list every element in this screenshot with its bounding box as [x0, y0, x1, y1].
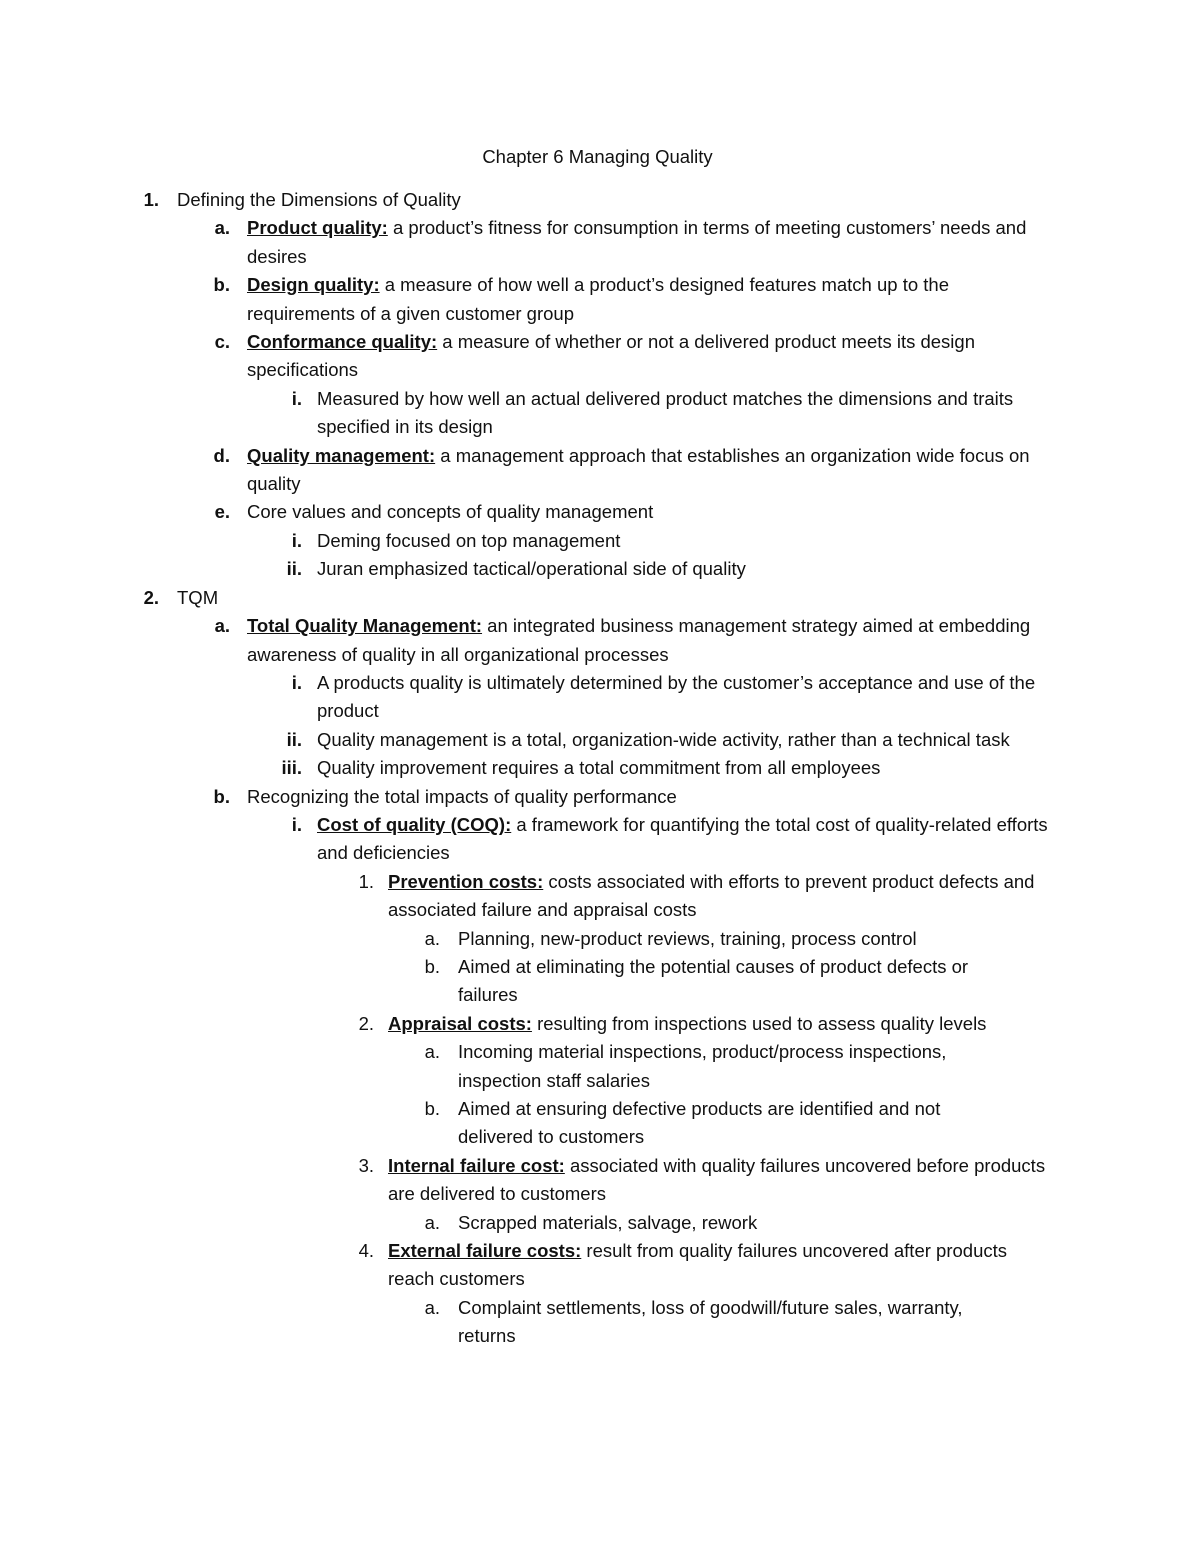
outline-item — [0, 1010, 1050, 1038]
outline-item — [0, 783, 1057, 811]
list-marker: ii. — [286, 558, 302, 580]
defined-term: Appraisal costs: — [388, 1012, 532, 1034]
item-text: Aimed at ensuring defective products are identified and not delivered to customers — [458, 1098, 941, 1148]
outline-item — [0, 442, 1057, 499]
item-text: Scrapped materials, salvage, rework — [458, 1211, 758, 1233]
item-text: Incoming material inspections, product/process inspections, inspection staff salaries — [458, 1041, 947, 1091]
list-marker: 3. — [358, 1154, 374, 1176]
list-marker: c. — [214, 331, 230, 353]
item-text: Defining the Dimensions of Quality — [177, 189, 461, 210]
list-marker: 4. — [358, 1240, 374, 1262]
list-marker: e. — [214, 501, 230, 523]
defined-term: External failure costs: — [388, 1240, 582, 1262]
page-title: Chapter 6 Managing Quality — [482, 146, 713, 167]
outline-list — [0, 186, 1200, 1351]
list-marker: a. — [424, 1211, 440, 1233]
item-text: Complaint settlements, loss of goodwill/future sales, warranty, returns — [458, 1296, 963, 1347]
outline-item — [0, 868, 1050, 925]
item-text: a management approach that establishes an organization wide focus on quality — [247, 444, 1030, 495]
item-text: a measure of how well a product’s designed features match up to the requirements of a given customer group — [247, 274, 949, 324]
outline-item — [0, 555, 1059, 583]
defined-term: Product quality: — [247, 217, 388, 239]
list-marker: 2. — [358, 1012, 374, 1034]
list-marker: b. — [213, 785, 230, 807]
item-text: resulting from inspections used to assess quality levels — [531, 1012, 987, 1034]
item-text: Aimed at eliminating the potential causes of product defects or failures — [458, 955, 969, 1006]
outline-item — [0, 669, 1059, 726]
list-marker: 1. — [358, 870, 374, 892]
outline-item — [0, 214, 1057, 271]
outline-item — [0, 1294, 1018, 1351]
outline-item — [0, 612, 1057, 669]
outline-item — [0, 186, 1057, 214]
defined-term: Cost of quality (COQ): — [317, 813, 512, 835]
defined-term: Quality management: — [247, 444, 436, 466]
item-text: Core values and concepts of quality management — [247, 501, 654, 523]
item-text: associated with quality failures uncovered before products are delivered to customers — [388, 1154, 1046, 1205]
list-marker: i. — [291, 671, 302, 693]
defined-term: Conformance quality: — [247, 331, 438, 353]
list-marker: b. — [424, 955, 440, 977]
outline-item — [0, 584, 1057, 612]
outline-item — [0, 385, 1059, 442]
outline-item — [0, 754, 1059, 782]
item-text: result from quality failures uncovered after products reach customers — [388, 1240, 1007, 1290]
outline-item — [0, 271, 1057, 328]
outline-item — [0, 527, 1059, 555]
list-marker: i. — [291, 387, 302, 409]
list-marker: d. — [213, 444, 230, 466]
item-text: costs associated with efforts to prevent product defects and associated failure and appraisal costs — [388, 870, 1035, 921]
outline-item — [0, 1038, 1018, 1095]
outline-item — [0, 925, 1018, 953]
outline-item — [0, 1209, 1018, 1237]
list-marker: i. — [291, 813, 302, 835]
list-marker: a. — [424, 1041, 440, 1063]
item-text: Juran emphasized tactical/operational side of quality — [317, 558, 746, 580]
item-text: an integrated business management strategy aimed at embedding awareness of quality in all organizational processes — [247, 615, 1031, 665]
outline-item — [0, 328, 1057, 385]
outline-item — [0, 1152, 1050, 1209]
list-marker: a. — [424, 1296, 440, 1318]
outline-item — [0, 811, 1059, 868]
outline-item — [0, 726, 1059, 754]
defined-term: Prevention costs: — [388, 870, 544, 892]
outline-item — [0, 498, 1057, 526]
outline-item — [0, 1237, 1050, 1294]
list-marker: a. — [214, 217, 230, 239]
list-marker: 1. — [143, 189, 159, 210]
item-text: a framework for quantifying the total cost of quality-related efforts and deficiencies — [317, 813, 1048, 864]
list-marker: b. — [213, 274, 230, 296]
list-marker: i. — [291, 529, 302, 551]
outline-item — [0, 953, 1018, 1010]
defined-term: Internal failure cost: — [388, 1154, 565, 1176]
item-text: Quality improvement requires a total commitment from all employees — [317, 757, 881, 779]
list-marker: b. — [424, 1098, 440, 1119]
item-text: a product’s fitness for consumption in terms of meeting customers’ needs and desires — [247, 217, 1027, 267]
defined-term: Design quality: — [247, 274, 380, 296]
item-text: Planning, new-product reviews, training, process control — [458, 927, 917, 949]
defined-term: Total Quality Management: — [247, 615, 483, 637]
item-text: Recognizing the total impacts of quality performance — [247, 785, 677, 807]
item-text: A products quality is ultimately determined by the customer’s acceptance and use of the product — [317, 671, 1036, 722]
list-marker: a. — [424, 927, 440, 949]
item-text: Quality management is a total, organization-wide activity, rather than a technical task — [317, 728, 1010, 750]
item-text: a measure of whether or not a delivered product meets its design specifications — [247, 331, 975, 381]
list-marker: 2. — [143, 586, 159, 608]
list-marker: ii. — [286, 728, 302, 750]
item-text: Measured by how well an actual delivered product matches the dimensions and traits specified in its design — [317, 387, 1014, 438]
list-marker: a. — [214, 615, 230, 637]
outline-item — [0, 1095, 1018, 1152]
item-text: TQM — [177, 586, 219, 608]
item-text: Deming focused on top management — [317, 529, 621, 551]
list-marker: iii. — [281, 757, 302, 779]
